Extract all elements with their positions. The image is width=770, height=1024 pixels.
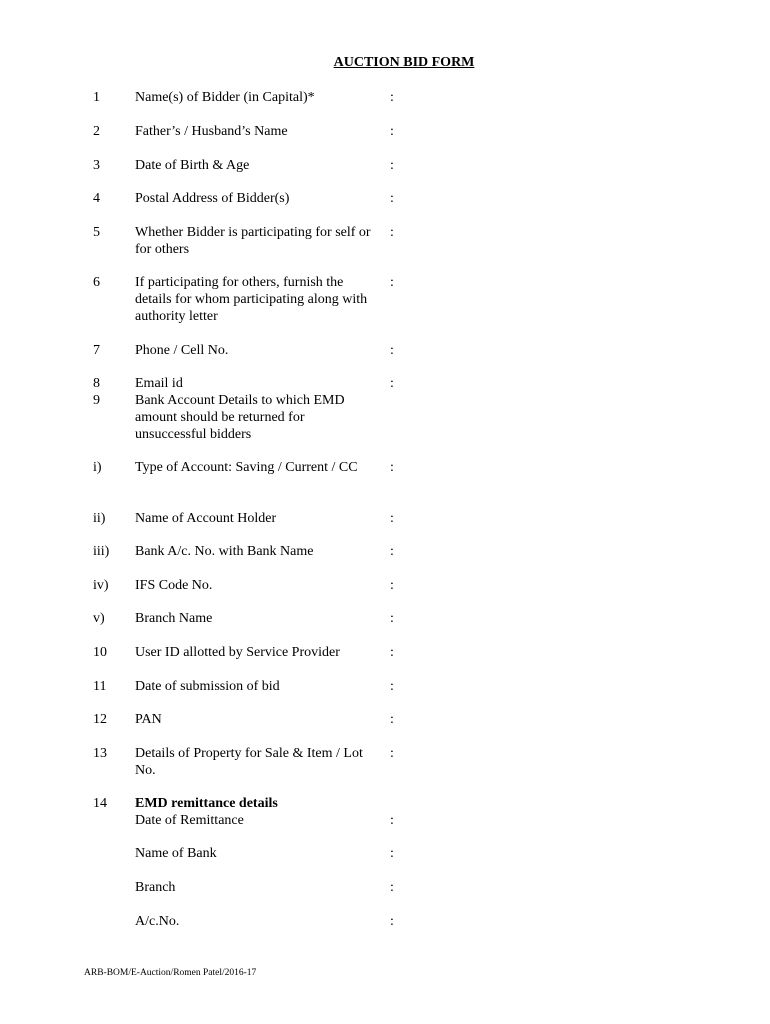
- row-number: 3: [93, 158, 100, 173]
- row-colon: :: [390, 880, 394, 895]
- row-colon: :: [390, 746, 394, 761]
- row-number: 1: [93, 90, 100, 105]
- row-colon: :: [390, 578, 394, 593]
- row-label: PAN: [135, 712, 162, 727]
- row-colon: :: [390, 90, 394, 105]
- row-number: 6: [93, 275, 100, 290]
- row-number: iv): [93, 578, 109, 593]
- row-colon: :: [390, 712, 394, 727]
- row-label: If participating for others, furnish the details for whom participating along with authority letter: [135, 275, 368, 324]
- row-number: 12: [93, 712, 107, 727]
- row-label: Details of Property for Sale & Item / Lot No.: [135, 746, 363, 778]
- row-number: 8: [93, 376, 100, 391]
- row-number: ii): [93, 511, 106, 526]
- row-number: v): [93, 611, 105, 626]
- row-colon: :: [390, 225, 394, 240]
- row-label: Date of Birth & Age: [135, 158, 250, 173]
- row-number: 7: [93, 343, 100, 358]
- row-colon: :: [390, 813, 394, 828]
- row-label: Date of submission of bid: [135, 679, 280, 694]
- row-label: Email id: [135, 376, 183, 391]
- row-number: 2: [93, 124, 100, 139]
- section-heading: EMD remittance details: [135, 796, 278, 811]
- row-label: Father’s / Husband’s Name: [135, 124, 288, 139]
- row-colon: :: [390, 343, 394, 358]
- row-colon: :: [390, 158, 394, 173]
- row-label: Bank Account Details to which EMD amount should be returned for unsuccessful bidders: [135, 393, 345, 442]
- row-label: Name of Bank: [135, 846, 217, 861]
- row-number: i): [93, 460, 102, 475]
- row-label: Postal Address of Bidder(s): [135, 191, 290, 206]
- row-number: 13: [93, 746, 107, 761]
- row-label: Phone / Cell No.: [135, 343, 229, 358]
- row-label: Type of Account: Saving / Current / CC: [135, 460, 358, 475]
- row-label: A/c.No.: [135, 914, 180, 929]
- row-number: 9: [93, 393, 100, 408]
- row-colon: :: [390, 124, 394, 139]
- row-colon: :: [390, 679, 394, 694]
- row-number: iii): [93, 544, 110, 559]
- page-footer: ARB-BOM/E-Auction/Romen Patel/2016-17: [84, 968, 257, 978]
- row-number: 10: [93, 645, 107, 660]
- row-label: Branch Name: [135, 611, 213, 626]
- row-colon: :: [390, 914, 394, 929]
- row-label: Name of Account Holder: [135, 511, 277, 526]
- row-label: Whether Bidder is participating for self or for others: [135, 225, 371, 257]
- row-label: Bank A/c. No. with Bank Name: [135, 544, 314, 559]
- row-colon: :: [390, 544, 394, 559]
- row-colon: :: [390, 511, 394, 526]
- row-number: 5: [93, 225, 100, 240]
- row-label: Name(s) of Bidder (in Capital)*: [135, 90, 315, 105]
- row-colon: :: [390, 191, 394, 206]
- row-number: 11: [93, 679, 107, 694]
- row-colon: :: [390, 275, 394, 290]
- row-colon: :: [390, 460, 394, 475]
- row-number: 4: [93, 191, 100, 206]
- row-colon: :: [390, 611, 394, 626]
- row-label: User ID allotted by Service Provider: [135, 645, 340, 660]
- row-colon: :: [390, 376, 394, 391]
- row-colon: :: [390, 645, 394, 660]
- row-label: Date of Remittance: [135, 813, 244, 828]
- row-label: Branch: [135, 880, 176, 895]
- row-number: 14: [93, 796, 107, 811]
- form-title: AUCTION BID FORM: [333, 55, 475, 70]
- row-colon: :: [390, 846, 394, 861]
- row-label: IFS Code No.: [135, 578, 213, 593]
